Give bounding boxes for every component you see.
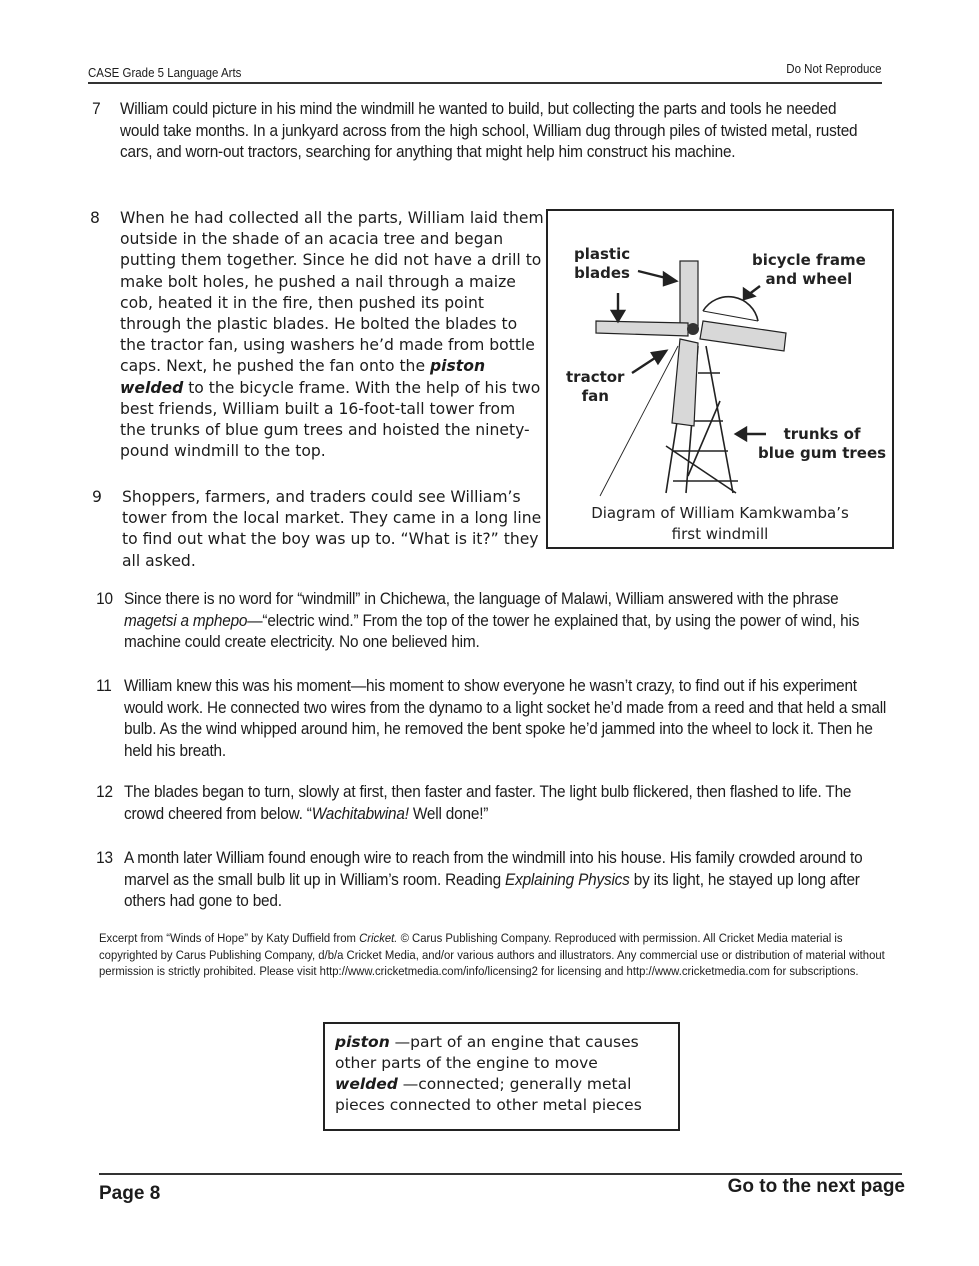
vocab-term-welded: welded bbox=[120, 378, 184, 397]
glossary-definition: —connected; generally metal pieces connected to other metal pieces bbox=[335, 1075, 642, 1114]
paragraph-text: Shoppers, farmers, and traders could see William’s tower from the local market. They came in a long line to find out what the boy was up to. “What is it?” they all asked. bbox=[122, 488, 542, 570]
paragraph-text: Well done!” bbox=[408, 804, 489, 823]
glossary-box bbox=[323, 1022, 680, 1131]
label-tractor-fan bbox=[566, 368, 624, 406]
paragraph-7 bbox=[92, 99, 859, 164]
paragraph-13 bbox=[96, 848, 887, 913]
header-title: CASE Grade 5 Language Arts bbox=[88, 66, 242, 80]
paragraph-text: William knew this was his moment—his moment to show everyone he wasn’t crazy, to find out if his experiment would work. He connected two wires from the dynamo to a light socket he’d made from a reed and that held a small bulb. As the wind whipped around him, he removed the bent spoke he’d jammed into the wheel to lock it. Then he held his breath. bbox=[124, 677, 887, 760]
windmill-diagram bbox=[546, 209, 894, 549]
paragraph-text: A month later William found enough wire to reach from the windmill into his house. His family crowded around to marvel as the small bulb lit up in William’s room. Reading bbox=[124, 849, 863, 889]
label-trunks bbox=[758, 425, 886, 463]
glossary-entry-welded bbox=[335, 1074, 668, 1116]
italic-phrase: Wachitabwina! bbox=[311, 804, 409, 823]
label-line: blue gum trees bbox=[758, 444, 887, 462]
paragraph-text: The blades began to turn, slowly at first, then faster and faster. The light bulb flickered, then flashed to life. The crowd cheered from below. “ bbox=[124, 783, 852, 823]
copyright-credit bbox=[99, 930, 890, 980]
header-rule bbox=[88, 82, 882, 84]
paragraph-9 bbox=[92, 487, 547, 572]
glossary-entry-piston bbox=[335, 1032, 668, 1074]
page-header bbox=[88, 62, 882, 84]
paragraph-10 bbox=[96, 589, 887, 654]
paragraph-text: Since there is no word for “windmill” in Chichewa, the language of Malawi, William answered with the phrase bbox=[124, 590, 839, 608]
credit-text: © Carus Publishing Company. Reproduced with permission. All Cricket Media material is copyrighted by Carus Publishing Company, d/b/a Cricket Media, and/or various authors and illustrators. Any commercial use or distribution of material without permission is strictly prohibited. Please visit http://www.cricketmedia.com/info/licensing2 for licensing and http://www.cricketmedia.com for subscriptions. bbox=[99, 931, 885, 978]
paragraph-number: 13 bbox=[96, 849, 113, 867]
glossary-term: piston bbox=[335, 1033, 390, 1051]
header-notice: Do Not Reproduce bbox=[786, 62, 882, 76]
vocab-term-piston: piston bbox=[430, 357, 486, 376]
glossary-term: welded bbox=[335, 1075, 398, 1093]
label-line: and wheel bbox=[765, 270, 853, 288]
label-plastic-blades bbox=[574, 245, 630, 283]
diagram-caption bbox=[548, 503, 892, 545]
footer-rule bbox=[99, 1173, 902, 1175]
label-line: fan bbox=[581, 387, 609, 405]
paragraph-11 bbox=[96, 676, 887, 762]
paragraph-number: 9 bbox=[92, 488, 102, 506]
paragraph-text: by its light, he stayed up long after others had gone to bed. bbox=[124, 870, 860, 910]
label-line: blades bbox=[574, 264, 630, 282]
paragraph-number: 7 bbox=[92, 100, 101, 118]
label-line: trunks of bbox=[783, 425, 861, 443]
paragraph-text: When he had collected all the parts, William laid them outside in the shade of an acacia tree and began putting them together. Since he did not have a drill to make bolt holes, he pushed a nail through a maize cob, heated it in the fire, then pushed its point through the plastic blades. He bolted the blades to the tractor fan, using washers he’d made from bottle caps. Next, he pushed the fan onto the bbox=[120, 209, 544, 376]
caption-line: first windmill bbox=[671, 525, 769, 543]
italic-phrase: magetsi a mphepo bbox=[124, 611, 248, 630]
publication-title: Cricket. bbox=[359, 931, 398, 945]
paragraph-number: 11 bbox=[96, 677, 112, 695]
paragraph-number: 10 bbox=[96, 590, 113, 608]
paragraph-text: William could picture in his mind the windmill he wanted to build, but collecting the parts and tools he needed would take months. In a junkyard across from the high school, William dug through piles of twisted metal, rusted cars, and worn-out tractors, searching for anything that might help him construct his machine. bbox=[120, 100, 858, 161]
paragraph-number: 8 bbox=[90, 209, 100, 227]
paragraph-text: to the bicycle frame. With the help of his two best friends, William built a 16-foot-tall tower from the trunks of blue gum trees and hoisted the ninety-pound windmill to the top. bbox=[120, 378, 541, 461]
paragraph-8 bbox=[90, 208, 545, 462]
label-bicycle-frame bbox=[752, 251, 866, 289]
label-line: bicycle frame bbox=[752, 251, 866, 269]
caption-line: Diagram of William Kamkwamba’s bbox=[591, 504, 849, 522]
paragraph-12 bbox=[96, 782, 887, 825]
next-page-notice: Go to the next page bbox=[727, 1176, 905, 1197]
label-line: plastic bbox=[574, 245, 631, 263]
book-title: Explaining Physics bbox=[505, 870, 630, 889]
paragraph-text: —“electric wind.” From the top of the tower he explained that, by using the power of wind, his machine could create electricity. No one believed him. bbox=[124, 611, 860, 651]
paragraph-number: 12 bbox=[96, 783, 113, 801]
page-number: Page 8 bbox=[99, 1183, 161, 1204]
credit-text: Excerpt from “Winds of Hope” by Katy Duffield from bbox=[99, 931, 360, 945]
glossary-definition: —part of an engine that causes other parts of the engine to move bbox=[335, 1033, 639, 1072]
label-line: tractor bbox=[566, 368, 625, 386]
